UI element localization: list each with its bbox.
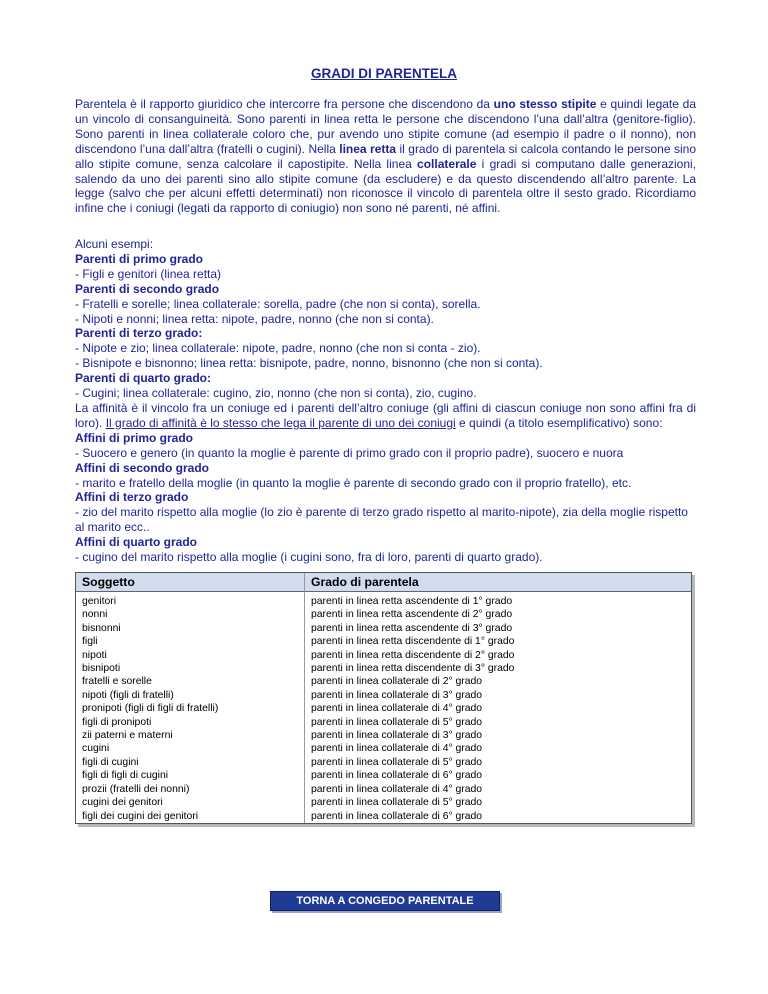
intro-bold-text: linea retta — [339, 141, 397, 156]
subject-cell: cugini dei genitori — [76, 796, 305, 809]
table-row — [76, 756, 691, 769]
affinity-text-post: e quindi (a titolo esemplificativo) sono: — [455, 415, 663, 430]
subject-cell: nipoti — [76, 649, 305, 662]
subject-cell: figli — [76, 635, 305, 648]
subject-cell: figli di figli di cugini — [76, 769, 305, 782]
example-first-degree: - Figli e genitori (linea retta) — [75, 266, 222, 281]
subject-cell: figli di cugini — [76, 756, 305, 769]
subject-cell: nonni — [76, 608, 305, 621]
subject-cell: genitori — [76, 592, 305, 608]
degree-cell: parenti in linea collaterale di 5° grado — [311, 797, 483, 809]
example-affinity-fourth: - cugino del marito rispetto alla moglie (i cugini sono, fra di loro, parenti di quarto grado). — [75, 550, 543, 565]
subject-cell: prozii (fratelli dei nonni) — [76, 783, 305, 796]
intro-text: e quindi legate da un vincolo di consanguineità. Sono parenti in linea retta le persone che discendono l’una dall’altra (genitore-figlio). Sono parenti in linea collaterale coloro che, pur avendo uno stipite comune (ad esempio il padre o il nonno), non discendono l’una dall’altra (fratelli o cugini). Nella — [75, 97, 696, 156]
subject-cell: zii paterni e materni — [76, 729, 305, 742]
examples-section — [75, 237, 696, 565]
heading-affinity-third: Affini di terzo grado — [75, 490, 189, 505]
degree-cell: parenti in linea retta discendente di 3° grado — [311, 663, 515, 675]
table-row — [76, 742, 691, 755]
column-header-degree: Grado di parentela — [305, 573, 691, 592]
heading-affinity-fourth: Affini di quarto grado — [75, 535, 197, 550]
page-title: GRADI DI PARENTELA — [310, 66, 457, 81]
degree-cell: parenti in linea retta ascendente di 2° grado — [311, 609, 513, 621]
table-row — [76, 716, 691, 729]
table-row — [76, 608, 691, 621]
degree-cell: parenti in linea collaterale di 5° grado — [311, 756, 483, 768]
degree-cell: parenti in linea collaterale di 4° grado — [311, 703, 483, 715]
table-row — [76, 689, 691, 702]
subject-cell: bisnipoti — [76, 662, 305, 675]
kinship-table — [75, 572, 692, 824]
example-affinity-first: - Suocero e genero (in quanto la moglie è parente di primo grado con il proprio padre), suocero e nuora — [75, 445, 624, 460]
degree-cell: parenti in linea retta discendente di 2° grado — [311, 649, 515, 661]
table-row — [76, 592, 691, 608]
heading-third-degree: Parenti di terzo grado: — [75, 326, 203, 341]
table-row — [76, 702, 691, 715]
examples-intro: Alcuni esempi: — [75, 237, 154, 251]
subject-cell: fratelli e sorelle — [76, 675, 305, 688]
table-row — [76, 635, 691, 648]
table-row — [76, 649, 691, 662]
heading-first-degree: Parenti di primo grado — [75, 251, 204, 266]
example-second-degree-b: - Nipoti e nonni; linea retta: nipote, padre, nonno (che non si conta). — [75, 311, 434, 326]
subject-cell: cugini — [76, 742, 305, 755]
degree-cell: parenti in linea collaterale di 6° grado — [311, 810, 483, 822]
degree-cell: parenti in linea collaterale di 6° grado — [311, 770, 483, 782]
intro-bold-text: uno stesso stipite — [493, 97, 597, 111]
intro-paragraph — [75, 97, 696, 216]
degree-cell: parenti in linea collaterale di 3° grado — [311, 730, 483, 742]
heading-affinity-first: Affini di primo grado — [75, 430, 193, 445]
degree-cell: parenti in linea collaterale di 4° grado — [311, 783, 483, 795]
example-third-degree-a: - Nipote e zio; linea collaterale: nipote, padre, nonno (che non si conta - zio). — [75, 341, 481, 356]
degree-cell: parenti in linea retta ascendente di 1° grado — [311, 596, 513, 607]
example-affinity-second: - marito e fratello della moglie (in quanto la moglie è parente di secondo grado con il proprio fratello), etc. — [75, 475, 632, 490]
table-body — [76, 592, 691, 823]
example-third-degree-b: - Bisnipote e bisnonno; linea retta: bisnipote, padre, nonno, bisnonno (che non si conta). — [75, 356, 543, 371]
heading-affinity-second: Affini di secondo grado — [75, 460, 209, 475]
degree-cell: parenti in linea collaterale di 5° grado — [311, 716, 483, 728]
degree-cell: parenti in linea collaterale di 2° grado — [311, 676, 483, 688]
table-row — [76, 729, 691, 742]
example-second-degree-a: - Fratelli e sorelle; linea collaterale: sorella, padre (che non si conta), sorella. — [75, 296, 481, 311]
degree-cell: parenti in linea retta discendente di 1° grado — [311, 636, 515, 648]
subject-cell: nipoti (figli di fratelli) — [76, 689, 305, 702]
table-row — [76, 662, 691, 675]
table-header-row — [76, 573, 691, 592]
example-affinity-third: - zio del marito rispetto alla moglie (lo zio è parente di terzo grado rispetto al marito-nipote), zia della moglie rispetto al marito ecc.. — [75, 505, 688, 535]
subject-cell: figli di pronipoti — [76, 716, 305, 729]
intro-bold-text: collaterale — [417, 156, 477, 171]
affinity-text-underlined: Il grado di affinità è lo stesso che lega il parente di uno dei coniugi — [105, 415, 456, 430]
intro-text: i gradi si computano dalle generazioni, salendo da uno dei parenti sino allo stipite comune (da escludere) e da questo discendendo all’altro parente. La legge (salvo che per alcuni effetti determinati) non riconosce il vincolo di parentela oltre il sesto grado. Ricordiamo infine che i coniugi (legati da rapporto di coniugio) non sono né parenti, né affini. — [75, 156, 697, 216]
subject-cell: figli dei cugini dei genitori — [76, 810, 305, 823]
column-header-subject: Soggetto — [76, 573, 305, 592]
subject-cell: pronipoti (figli di figli di fratelli) — [76, 702, 305, 715]
example-fourth-degree: - Cugini; linea collaterale: cugino, zio, nonno (che non si conta), zio, cugino. — [75, 386, 477, 401]
subject-cell: bisnonni — [76, 622, 305, 635]
table-row — [76, 675, 691, 688]
degree-cell: parenti in linea retta ascendente di 3° grado — [311, 622, 513, 634]
degree-cell: parenti in linea collaterale di 3° grado — [311, 689, 483, 701]
table-row — [76, 810, 691, 823]
table-row — [76, 622, 691, 635]
table-row — [76, 783, 691, 796]
back-to-parental-leave-link[interactable]: TORNA A CONGEDO PARENTALE — [270, 891, 500, 911]
affinity-paragraph — [75, 401, 696, 431]
heading-second-degree: Parenti di secondo grado — [75, 281, 220, 296]
heading-fourth-degree: Parenti di quarto grado: — [75, 371, 212, 386]
degree-cell: parenti in linea collaterale di 4° grado — [311, 743, 483, 755]
table-row — [76, 769, 691, 782]
intro-text: il grado di parentela si calcola contando le persone sino allo stipite comune, senza calcolare il capostipite. Nella linea — [75, 141, 696, 171]
affinity-text-pre: La affinità è il vincolo fra un coniuge ed i parenti dell’altro coniuge (gli affini di ciascun coniuge non sono affini fra di loro). — [75, 400, 696, 430]
intro-text: Parentela è il rapporto giuridico che intercorre fra persone che discendono da — [75, 97, 494, 111]
table-row — [76, 796, 691, 809]
